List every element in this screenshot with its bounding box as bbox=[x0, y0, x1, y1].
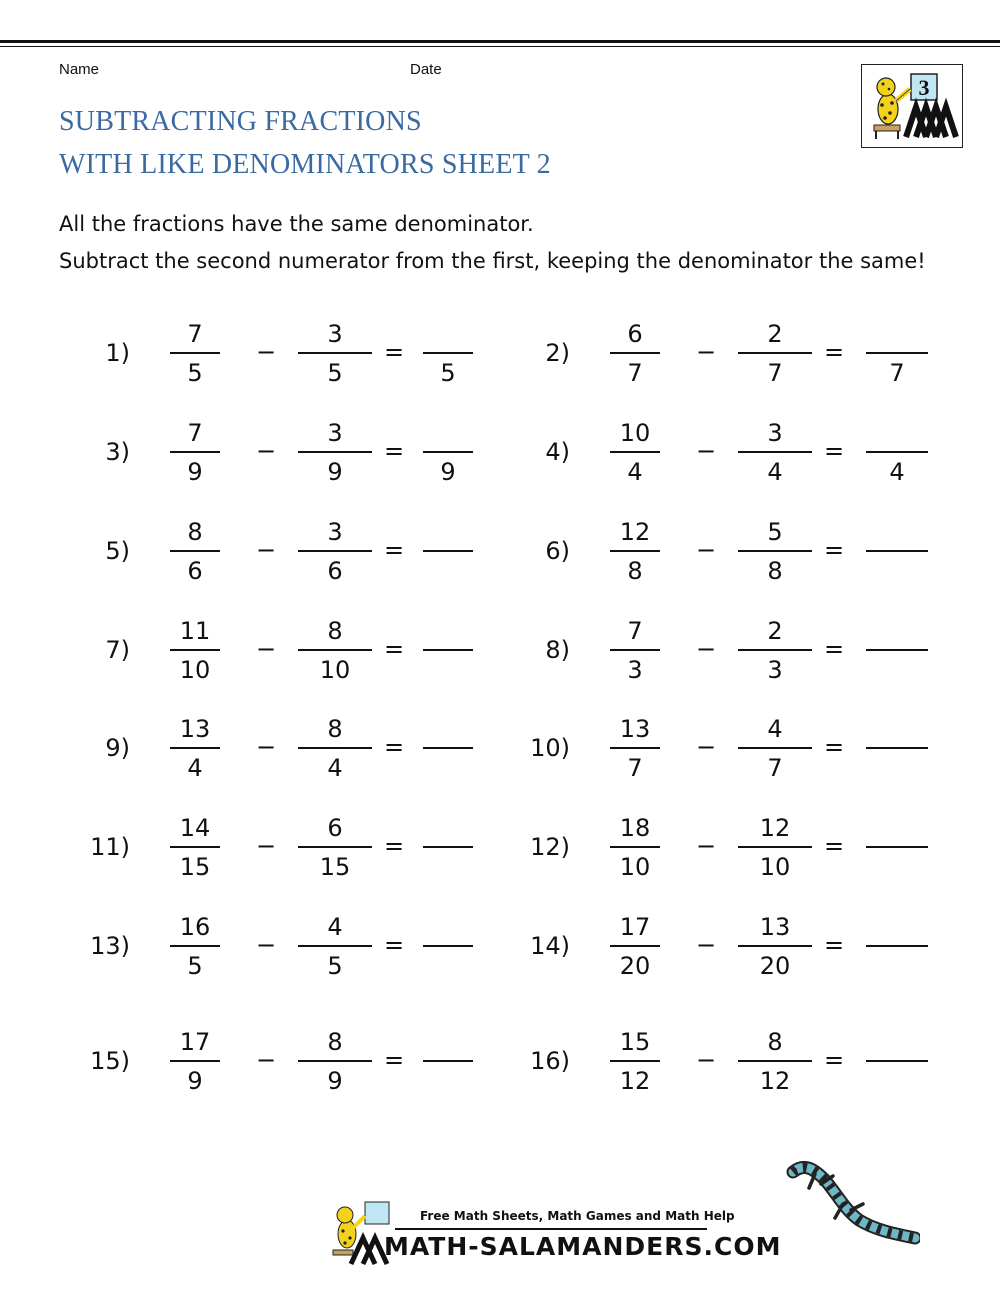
fraction-bar bbox=[423, 846, 473, 848]
footer-rule bbox=[395, 1228, 707, 1230]
second-fraction bbox=[738, 317, 812, 390]
fraction-bar bbox=[423, 747, 473, 749]
answer-numerator-blank[interactable] bbox=[423, 1025, 473, 1059]
numerator: 8 bbox=[327, 1028, 343, 1056]
answer-numerator-blank[interactable] bbox=[423, 811, 473, 845]
numerator: 6 bbox=[327, 814, 343, 842]
denominator: 4 bbox=[327, 754, 343, 782]
first-fraction bbox=[610, 910, 660, 983]
denominator: 3 bbox=[627, 656, 643, 684]
minus-sign: − bbox=[256, 635, 277, 663]
problem-number: 10) bbox=[530, 734, 570, 762]
minus-sign: − bbox=[696, 1046, 717, 1074]
fraction-bar bbox=[170, 649, 220, 651]
equals-sign: = bbox=[384, 536, 405, 564]
second-fraction bbox=[298, 811, 372, 884]
answer-numerator-blank[interactable] bbox=[866, 1025, 928, 1059]
problem-item bbox=[526, 811, 946, 881]
denominator: 4 bbox=[627, 458, 643, 486]
fraction-bar bbox=[170, 747, 220, 749]
minus-sign: − bbox=[696, 832, 717, 860]
numerator: 13 bbox=[759, 913, 791, 941]
answer-denominator bbox=[423, 751, 473, 785]
equals-sign: = bbox=[824, 536, 845, 564]
numerator: 7 bbox=[627, 617, 643, 645]
second-fraction bbox=[298, 317, 372, 390]
denominator: 8 bbox=[627, 557, 643, 585]
answer-denominator bbox=[423, 653, 473, 687]
minus-sign: − bbox=[696, 338, 717, 366]
problem-number: 15) bbox=[90, 1047, 130, 1075]
numerator: 17 bbox=[619, 913, 651, 941]
answer-field[interactable] bbox=[423, 614, 473, 687]
numerator: 7 bbox=[187, 320, 203, 348]
problem-item bbox=[526, 515, 946, 585]
answer-field[interactable] bbox=[423, 515, 473, 588]
denominator: 10 bbox=[319, 656, 351, 684]
top-rule-thin bbox=[0, 46, 1000, 47]
first-fraction bbox=[610, 614, 660, 687]
problem-item bbox=[526, 416, 946, 486]
problem-number: 6) bbox=[545, 537, 570, 565]
denominator: 9 bbox=[187, 458, 203, 486]
fraction-bar bbox=[170, 451, 220, 453]
minus-sign: − bbox=[256, 536, 277, 564]
fraction-bar bbox=[170, 1060, 220, 1062]
second-fraction bbox=[738, 712, 812, 785]
equals-sign: = bbox=[824, 338, 845, 366]
numerator: 8 bbox=[327, 715, 343, 743]
fraction-bar bbox=[866, 550, 928, 552]
equals-sign: = bbox=[824, 733, 845, 761]
minus-sign: − bbox=[256, 832, 277, 860]
numerator: 2 bbox=[767, 617, 783, 645]
salamander-illustration bbox=[785, 1160, 920, 1245]
answer-field[interactable] bbox=[866, 515, 928, 588]
answer-field[interactable] bbox=[866, 910, 928, 983]
numerator: 17 bbox=[179, 1028, 211, 1056]
second-fraction bbox=[298, 515, 372, 588]
answer-denominator: 5 bbox=[440, 359, 456, 387]
numerator: 3 bbox=[327, 419, 343, 447]
answer-field[interactable] bbox=[423, 910, 473, 983]
fraction-bar bbox=[610, 451, 660, 453]
problem-number: 1) bbox=[105, 339, 130, 367]
fraction-bar bbox=[610, 1060, 660, 1062]
answer-denominator: 4 bbox=[889, 458, 905, 486]
answer-field[interactable] bbox=[866, 317, 928, 390]
minus-sign: − bbox=[696, 931, 717, 959]
numerator: 7 bbox=[187, 419, 203, 447]
problem-number: 14) bbox=[530, 932, 570, 960]
first-fraction bbox=[170, 910, 220, 983]
first-fraction bbox=[610, 712, 660, 785]
problem-number: 5) bbox=[105, 537, 130, 565]
fraction-bar bbox=[423, 451, 473, 453]
fraction-bar bbox=[423, 550, 473, 552]
numerator: 3 bbox=[767, 419, 783, 447]
answer-numerator-blank[interactable] bbox=[866, 515, 928, 549]
numerator: 16 bbox=[179, 913, 211, 941]
salamander-icon bbox=[785, 1160, 920, 1245]
denominator: 4 bbox=[767, 458, 783, 486]
footer-tagline: Free Math Sheets, Math Games and Math Help bbox=[420, 1209, 735, 1223]
fraction-bar bbox=[738, 1060, 812, 1062]
fraction-bar bbox=[298, 846, 372, 848]
fraction-bar bbox=[423, 352, 473, 354]
fraction-bar bbox=[170, 846, 220, 848]
first-fraction bbox=[170, 317, 220, 390]
answer-denominator bbox=[423, 1064, 473, 1098]
numerator: 10 bbox=[619, 419, 651, 447]
fraction-bar bbox=[610, 649, 660, 651]
numerator: 14 bbox=[179, 814, 211, 842]
answer-field[interactable] bbox=[423, 317, 473, 390]
answer-field[interactable] bbox=[866, 712, 928, 785]
equals-sign: = bbox=[824, 832, 845, 860]
minus-sign: − bbox=[256, 437, 277, 465]
answer-denominator bbox=[866, 850, 928, 884]
problem-item bbox=[526, 910, 946, 980]
first-fraction bbox=[610, 811, 660, 884]
denominator: 5 bbox=[187, 952, 203, 980]
first-fraction bbox=[610, 416, 660, 489]
denominator: 10 bbox=[619, 853, 651, 881]
answer-field[interactable] bbox=[423, 811, 473, 884]
fraction-bar bbox=[738, 352, 812, 354]
first-fraction bbox=[170, 416, 220, 489]
fraction-bar bbox=[738, 451, 812, 453]
answer-field[interactable] bbox=[866, 416, 928, 489]
numerator: 5 bbox=[767, 518, 783, 546]
minus-sign: − bbox=[696, 437, 717, 465]
denominator: 4 bbox=[187, 754, 203, 782]
numerator: 12 bbox=[619, 518, 651, 546]
second-fraction bbox=[298, 910, 372, 983]
equals-sign: = bbox=[384, 832, 405, 860]
grade-logo bbox=[861, 64, 963, 148]
name-label: Name bbox=[59, 61, 100, 78]
second-fraction bbox=[738, 910, 812, 983]
problem-number: 11) bbox=[90, 833, 130, 861]
page-title-line1: SUBTRACTING FRACTIONS bbox=[59, 106, 422, 137]
denominator: 7 bbox=[767, 754, 783, 782]
problem-item bbox=[86, 416, 506, 486]
first-fraction bbox=[610, 515, 660, 588]
first-fraction bbox=[170, 811, 220, 884]
date-label: Date bbox=[410, 61, 442, 78]
fraction-bar bbox=[298, 352, 372, 354]
answer-denominator: 9 bbox=[440, 458, 456, 486]
numerator: 8 bbox=[187, 518, 203, 546]
numerator: 4 bbox=[327, 913, 343, 941]
answer-numerator-blank[interactable] bbox=[866, 317, 928, 351]
equals-sign: = bbox=[384, 635, 405, 663]
equals-sign: = bbox=[824, 931, 845, 959]
problem-item bbox=[86, 317, 506, 387]
equals-sign: = bbox=[384, 1046, 405, 1074]
numerator: 2 bbox=[767, 320, 783, 348]
denominator: 3 bbox=[767, 656, 783, 684]
first-fraction bbox=[170, 1025, 220, 1098]
denominator: 12 bbox=[619, 1067, 651, 1095]
fraction-bar bbox=[170, 352, 220, 354]
equals-sign: = bbox=[824, 1046, 845, 1074]
logo-grade: 3 bbox=[918, 75, 930, 100]
numerator: 13 bbox=[179, 715, 211, 743]
denominator: 20 bbox=[619, 952, 651, 980]
answer-field[interactable] bbox=[423, 416, 473, 489]
fraction-bar bbox=[866, 649, 928, 651]
numerator: 4 bbox=[767, 715, 783, 743]
problem-number: 12) bbox=[530, 833, 570, 861]
fraction-bar bbox=[423, 945, 473, 947]
answer-numerator-blank[interactable] bbox=[423, 416, 473, 450]
answer-numerator-blank[interactable] bbox=[866, 712, 928, 746]
answer-denominator bbox=[866, 554, 928, 588]
first-fraction bbox=[610, 1025, 660, 1098]
answer-numerator-blank[interactable] bbox=[866, 614, 928, 648]
answer-field[interactable] bbox=[423, 712, 473, 785]
denominator: 15 bbox=[179, 853, 211, 881]
denominator: 5 bbox=[327, 359, 343, 387]
problem-item bbox=[86, 910, 506, 980]
fraction-bar bbox=[298, 451, 372, 453]
answer-numerator-blank[interactable] bbox=[423, 712, 473, 746]
fraction-bar bbox=[866, 945, 928, 947]
problem-item bbox=[86, 1025, 506, 1095]
problem-number: 3) bbox=[105, 438, 130, 466]
second-fraction bbox=[298, 614, 372, 687]
equals-sign: = bbox=[384, 338, 405, 366]
fraction-bar bbox=[170, 945, 220, 947]
fraction-bar bbox=[298, 1060, 372, 1062]
minus-sign: − bbox=[256, 733, 277, 761]
answer-field[interactable] bbox=[866, 614, 928, 687]
problem-item bbox=[526, 317, 946, 387]
answer-denominator bbox=[866, 751, 928, 785]
denominator: 20 bbox=[759, 952, 791, 980]
denominator: 10 bbox=[759, 853, 791, 881]
second-fraction bbox=[738, 811, 812, 884]
first-fraction bbox=[170, 614, 220, 687]
minus-sign: − bbox=[696, 733, 717, 761]
fraction-bar bbox=[866, 747, 928, 749]
minus-sign: − bbox=[256, 338, 277, 366]
answer-numerator-blank[interactable] bbox=[866, 811, 928, 845]
fraction-bar bbox=[298, 945, 372, 947]
denominator: 6 bbox=[187, 557, 203, 585]
answer-numerator-blank[interactable] bbox=[423, 317, 473, 351]
problem-item bbox=[86, 515, 506, 585]
equals-sign: = bbox=[384, 733, 405, 761]
problem-number: 7) bbox=[105, 636, 130, 664]
fraction-bar bbox=[738, 846, 812, 848]
answer-denominator bbox=[423, 949, 473, 983]
fraction-bar bbox=[738, 945, 812, 947]
minus-sign: − bbox=[696, 635, 717, 663]
answer-numerator-blank[interactable] bbox=[866, 416, 928, 450]
first-fraction bbox=[170, 515, 220, 588]
top-rule bbox=[0, 40, 1000, 43]
problem-number: 13) bbox=[90, 932, 130, 960]
answer-denominator bbox=[423, 850, 473, 884]
fraction-bar bbox=[423, 649, 473, 651]
numerator: 8 bbox=[767, 1028, 783, 1056]
problem-item bbox=[86, 712, 506, 782]
denominator: 6 bbox=[327, 557, 343, 585]
second-fraction bbox=[298, 416, 372, 489]
numerator: 15 bbox=[619, 1028, 651, 1056]
problem-item bbox=[526, 614, 946, 684]
denominator: 15 bbox=[319, 853, 351, 881]
fraction-bar bbox=[610, 747, 660, 749]
fraction-bar bbox=[866, 846, 928, 848]
equals-sign: = bbox=[384, 931, 405, 959]
page-title-line2: WITH LIKE DENOMINATORS SHEET 2 bbox=[59, 149, 551, 180]
answer-denominator: 7 bbox=[889, 359, 905, 387]
fraction-bar bbox=[866, 451, 928, 453]
instructions-line2: Subtract the second numerator from the first, keeping the denominator the same! bbox=[59, 249, 926, 273]
numerator: 13 bbox=[619, 715, 651, 743]
fraction-bar bbox=[738, 550, 812, 552]
answer-denominator bbox=[866, 949, 928, 983]
fraction-bar bbox=[423, 1060, 473, 1062]
answer-denominator bbox=[866, 1064, 928, 1098]
leopard-logo-icon bbox=[862, 65, 962, 147]
denominator: 9 bbox=[187, 1067, 203, 1095]
equals-sign: = bbox=[384, 437, 405, 465]
numerator: 18 bbox=[619, 814, 651, 842]
fraction-bar bbox=[738, 649, 812, 651]
fraction-bar bbox=[298, 550, 372, 552]
denominator: 9 bbox=[327, 1067, 343, 1095]
first-fraction bbox=[610, 317, 660, 390]
fraction-bar bbox=[610, 550, 660, 552]
second-fraction bbox=[738, 416, 812, 489]
numerator: 12 bbox=[759, 814, 791, 842]
answer-numerator-blank[interactable] bbox=[423, 515, 473, 549]
fraction-bar bbox=[298, 649, 372, 651]
answer-field[interactable] bbox=[423, 1025, 473, 1098]
numerator: 11 bbox=[179, 617, 211, 645]
problem-number: 9) bbox=[105, 734, 130, 762]
denominator: 10 bbox=[179, 656, 211, 684]
minus-sign: − bbox=[256, 1046, 277, 1074]
fraction-bar bbox=[170, 550, 220, 552]
problem-item bbox=[526, 1025, 946, 1095]
denominator: 7 bbox=[767, 359, 783, 387]
footer-brand: MATH-SALAMANDERS.COM bbox=[384, 1232, 782, 1261]
problem-number: 4) bbox=[545, 438, 570, 466]
denominator: 5 bbox=[187, 359, 203, 387]
denominator: 12 bbox=[759, 1067, 791, 1095]
denominator: 7 bbox=[627, 359, 643, 387]
second-fraction bbox=[298, 1025, 372, 1098]
problem-number: 2) bbox=[545, 339, 570, 367]
denominator: 5 bbox=[327, 952, 343, 980]
answer-field[interactable] bbox=[866, 1025, 928, 1098]
denominator: 8 bbox=[767, 557, 783, 585]
second-fraction bbox=[298, 712, 372, 785]
denominator: 9 bbox=[327, 458, 343, 486]
instructions-line1: All the fractions have the same denominator. bbox=[59, 212, 534, 236]
problem-number: 8) bbox=[545, 636, 570, 664]
second-fraction bbox=[738, 614, 812, 687]
problem-item bbox=[86, 811, 506, 881]
answer-numerator-blank[interactable] bbox=[423, 910, 473, 944]
numerator: 3 bbox=[327, 320, 343, 348]
answer-denominator bbox=[423, 554, 473, 588]
numerator: 8 bbox=[327, 617, 343, 645]
fraction-bar bbox=[610, 352, 660, 354]
answer-field[interactable] bbox=[866, 811, 928, 884]
problem-item bbox=[86, 614, 506, 684]
minus-sign: − bbox=[696, 536, 717, 564]
second-fraction bbox=[738, 1025, 812, 1098]
problem-item bbox=[526, 712, 946, 782]
answer-numerator-blank[interactable] bbox=[423, 614, 473, 648]
denominator: 7 bbox=[627, 754, 643, 782]
second-fraction bbox=[738, 515, 812, 588]
fraction-bar bbox=[610, 945, 660, 947]
first-fraction bbox=[170, 712, 220, 785]
problem-number: 16) bbox=[530, 1047, 570, 1075]
equals-sign: = bbox=[824, 635, 845, 663]
minus-sign: − bbox=[256, 931, 277, 959]
numerator: 6 bbox=[627, 320, 643, 348]
fraction-bar bbox=[738, 747, 812, 749]
answer-denominator bbox=[866, 653, 928, 687]
fraction-bar bbox=[610, 846, 660, 848]
numerator: 3 bbox=[327, 518, 343, 546]
answer-numerator-blank[interactable] bbox=[866, 910, 928, 944]
fraction-bar bbox=[298, 747, 372, 749]
fraction-bar bbox=[866, 1060, 928, 1062]
equals-sign: = bbox=[824, 437, 845, 465]
fraction-bar bbox=[866, 352, 928, 354]
